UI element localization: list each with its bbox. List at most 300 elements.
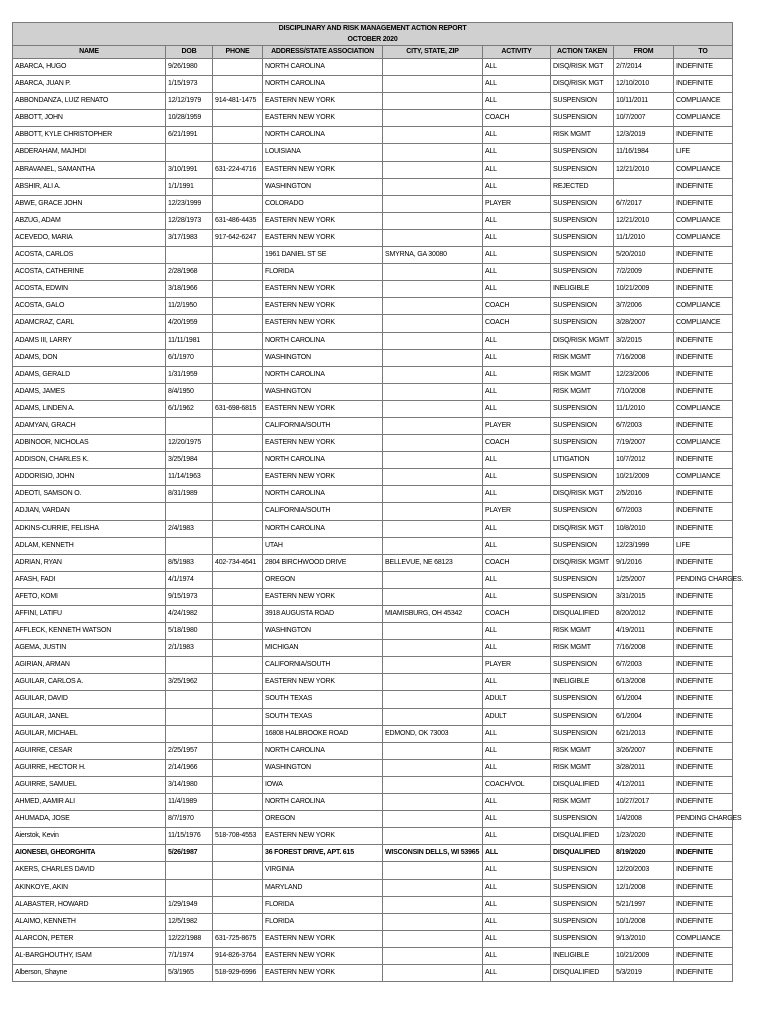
table-row: [13, 212, 733, 229]
cell-name: ABZUG, ADAM: [13, 212, 166, 229]
cell-action: SUSPENSION: [551, 229, 614, 246]
cell-to: INDEFINITE: [674, 486, 733, 503]
cell-activity: ALL: [483, 913, 551, 930]
table-row: [13, 93, 733, 110]
cell-phone: [213, 759, 263, 776]
column-header-to: TO: [674, 46, 733, 59]
cell-city: [383, 623, 483, 640]
cell-to: INDEFINITE: [674, 947, 733, 964]
cell-city: [383, 127, 483, 144]
cell-dob: 1/31/1959: [166, 366, 213, 383]
cell-phone: [213, 110, 263, 127]
cell-phone: [213, 520, 263, 537]
cell-to: COMPLIANCE: [674, 212, 733, 229]
cell-from: 7/19/2007: [614, 435, 674, 452]
cell-phone: [213, 486, 263, 503]
cell-action: SUSPENSION: [551, 588, 614, 605]
cell-action: SUSPENSION: [551, 144, 614, 161]
cell-action: DISQUALIFIED: [551, 606, 614, 623]
cell-to: INDEFINITE: [674, 913, 733, 930]
cell-phone: [213, 896, 263, 913]
cell-city: [383, 520, 483, 537]
cell-dob: 11/11/1981: [166, 332, 213, 349]
cell-city: [383, 195, 483, 212]
cell-name: ADLAM, KENNETH: [13, 537, 166, 554]
cell-to: COMPLIANCE: [674, 435, 733, 452]
table-row: [13, 674, 733, 691]
cell-to: COMPLIANCE: [674, 229, 733, 246]
cell-dob: 3/17/1983: [166, 229, 213, 246]
cell-name: AIONESEI, GHEORGHITA: [13, 845, 166, 862]
table-row: [13, 947, 733, 964]
cell-dob: [166, 708, 213, 725]
cell-phone: [213, 127, 263, 144]
cell-activity: ALL: [483, 742, 551, 759]
table-row: [13, 845, 733, 862]
cell-activity: ALL: [483, 212, 551, 229]
cell-activity: COACH: [483, 315, 551, 332]
cell-city: [383, 110, 483, 127]
cell-dob: 2/4/1983: [166, 520, 213, 537]
column-header-dob: DOB: [166, 46, 213, 59]
cell-city: [383, 674, 483, 691]
cell-activity: ALL: [483, 400, 551, 417]
cell-dob: 2/1/1983: [166, 640, 213, 657]
cell-activity: ADULT: [483, 708, 551, 725]
cell-dob: 4/20/1959: [166, 315, 213, 332]
cell-from: 12/1/2008: [614, 879, 674, 896]
cell-city: [383, 794, 483, 811]
cell-name: ADAMS, GERALD: [13, 366, 166, 383]
cell-dob: 6/1/1962: [166, 400, 213, 417]
cell-to: COMPLIANCE: [674, 161, 733, 178]
cell-action: DISQUALIFIED: [551, 845, 614, 862]
cell-from: 11/1/2010: [614, 400, 674, 417]
cell-activity: ALL: [483, 947, 551, 964]
cell-name: AFFLECK, KENNETH WATSON: [13, 623, 166, 640]
table-row: [13, 110, 733, 127]
cell-dob: 2/14/1966: [166, 759, 213, 776]
cell-action: DISQUALIFIED: [551, 828, 614, 845]
table-row: [13, 879, 733, 896]
cell-from: 10/1/2008: [614, 913, 674, 930]
cell-name: AKERS, CHARLES DAVID: [13, 862, 166, 879]
table-row: [13, 554, 733, 571]
cell-from: 8/20/2012: [614, 606, 674, 623]
cell-dob: [166, 247, 213, 264]
cell-phone: [213, 588, 263, 605]
cell-to: INDEFINITE: [674, 896, 733, 913]
cell-dob: [166, 144, 213, 161]
cell-action: SUSPENSION: [551, 298, 614, 315]
cell-dob: 5/3/1965: [166, 964, 213, 981]
cell-from: 6/1/2004: [614, 691, 674, 708]
table-row: [13, 623, 733, 640]
cell-city: [383, 264, 483, 281]
cell-action: RISK MGMT: [551, 366, 614, 383]
cell-dob: 3/25/1984: [166, 452, 213, 469]
table-row: [13, 606, 733, 623]
cell-phone: [213, 845, 263, 862]
cell-phone: [213, 264, 263, 281]
cell-city: [383, 161, 483, 178]
cell-from: 4/19/2011: [614, 623, 674, 640]
cell-from: 10/21/2009: [614, 469, 674, 486]
report-subtitle: OCTOBER 2020: [13, 34, 733, 46]
cell-phone: [213, 59, 263, 76]
cell-address: EASTERN NEW YORK: [263, 469, 383, 486]
cell-from: 6/7/2003: [614, 503, 674, 520]
cell-from: 3/31/2015: [614, 588, 674, 605]
cell-dob: 3/14/1980: [166, 776, 213, 793]
cell-from: [614, 178, 674, 195]
cell-phone: [213, 862, 263, 879]
cell-from: 10/11/2011: [614, 93, 674, 110]
table-row: [13, 127, 733, 144]
cell-dob: 12/23/1999: [166, 195, 213, 212]
cell-name: ALARCON, PETER: [13, 930, 166, 947]
cell-phone: 631-486-4435: [213, 212, 263, 229]
cell-activity: PLAYER: [483, 657, 551, 674]
cell-address: SOUTH TEXAS: [263, 708, 383, 725]
cell-from: 10/8/2010: [614, 520, 674, 537]
cell-name: ADAMS III, LARRY: [13, 332, 166, 349]
cell-action: SUSPENSION: [551, 469, 614, 486]
cell-address: MICHIGAN: [263, 640, 383, 657]
cell-from: 7/2/2009: [614, 264, 674, 281]
cell-dob: 5/26/1987: [166, 845, 213, 862]
cell-activity: ALL: [483, 452, 551, 469]
cell-dob: 12/22/1988: [166, 930, 213, 947]
cell-activity: ALL: [483, 640, 551, 657]
column-header-action: ACTION TAKEN: [551, 46, 614, 59]
cell-address: NORTH CAROLINA: [263, 742, 383, 759]
cell-action: RISK MGMT: [551, 127, 614, 144]
cell-action: INELIGIBLE: [551, 674, 614, 691]
cell-name: ADRIAN, RYAN: [13, 554, 166, 571]
cell-activity: ALL: [483, 520, 551, 537]
cell-address: EASTERN NEW YORK: [263, 315, 383, 332]
cell-action: SUSPENSION: [551, 315, 614, 332]
cell-from: 2/5/2016: [614, 486, 674, 503]
table-row: [13, 349, 733, 366]
cell-city: [383, 212, 483, 229]
cell-address: IOWA: [263, 776, 383, 793]
cell-address: EASTERN NEW YORK: [263, 400, 383, 417]
cell-from: 12/10/2010: [614, 76, 674, 93]
cell-name: ALAIMO, KENNETH: [13, 913, 166, 930]
cell-address: EASTERN NEW YORK: [263, 110, 383, 127]
cell-address: WASHINGTON: [263, 383, 383, 400]
cell-address: NORTH CAROLINA: [263, 76, 383, 93]
cell-activity: ALL: [483, 486, 551, 503]
cell-from: 9/13/2010: [614, 930, 674, 947]
table-row: [13, 742, 733, 759]
cell-city: [383, 486, 483, 503]
cell-action: SUSPENSION: [551, 571, 614, 588]
cell-address: NORTH CAROLINA: [263, 332, 383, 349]
cell-name: AFFINI, LATIFU: [13, 606, 166, 623]
cell-from: 5/20/2010: [614, 247, 674, 264]
cell-activity: ALL: [483, 879, 551, 896]
cell-address: 1961 DANIEL ST SE: [263, 247, 383, 264]
cell-to: PENDING CHARGES: [674, 811, 733, 828]
cell-action: SUSPENSION: [551, 195, 614, 212]
cell-phone: 631-698-6815: [213, 400, 263, 417]
table-row: [13, 657, 733, 674]
cell-to: COMPLIANCE: [674, 469, 733, 486]
cell-action: SUSPENSION: [551, 264, 614, 281]
cell-phone: [213, 503, 263, 520]
cell-from: 1/23/2020: [614, 828, 674, 845]
cell-to: COMPLIANCE: [674, 930, 733, 947]
table-row: [13, 76, 733, 93]
cell-name: AGUIRRE, HECTOR H.: [13, 759, 166, 776]
cell-name: AGIRIAN, ARMAN: [13, 657, 166, 674]
cell-dob: [166, 417, 213, 434]
cell-from: 6/21/2013: [614, 725, 674, 742]
cell-address: 3918 AUGUSTA ROAD: [263, 606, 383, 623]
column-header-address: ADDRESS/STATE ASSOCIATION: [263, 46, 383, 59]
cell-name: AGUILAR, DAVID: [13, 691, 166, 708]
cell-action: DISQ/RISK MGMT: [551, 554, 614, 571]
cell-to: INDEFINITE: [674, 452, 733, 469]
cell-dob: 3/10/1991: [166, 161, 213, 178]
table-row: [13, 691, 733, 708]
cell-address: OREGON: [263, 811, 383, 828]
cell-dob: 5/18/1980: [166, 623, 213, 640]
cell-name: ADDISON, CHARLES K.: [13, 452, 166, 469]
cell-activity: ALL: [483, 366, 551, 383]
cell-city: [383, 947, 483, 964]
cell-activity: PLAYER: [483, 417, 551, 434]
cell-to: INDEFINITE: [674, 588, 733, 605]
cell-phone: [213, 623, 263, 640]
cell-action: SUSPENSION: [551, 862, 614, 879]
cell-dob: [166, 537, 213, 554]
cell-from: 3/26/2007: [614, 742, 674, 759]
cell-activity: ALL: [483, 845, 551, 862]
cell-dob: 11/15/1976: [166, 828, 213, 845]
table-row: [13, 366, 733, 383]
cell-address: NORTH CAROLINA: [263, 794, 383, 811]
cell-to: INDEFINITE: [674, 383, 733, 400]
cell-activity: ALL: [483, 161, 551, 178]
cell-city: [383, 879, 483, 896]
cell-activity: ALL: [483, 674, 551, 691]
cell-address: VIRGINIA: [263, 862, 383, 879]
cell-name: ACOSTA, CATHERINE: [13, 264, 166, 281]
cell-action: SUSPENSION: [551, 417, 614, 434]
cell-phone: 917-642-6247: [213, 229, 263, 246]
cell-name: ABARCA, HUGO: [13, 59, 166, 76]
cell-action: DISQ/RISK MGT: [551, 76, 614, 93]
cell-dob: [166, 657, 213, 674]
cell-address: MARYLAND: [263, 879, 383, 896]
cell-from: 7/10/2008: [614, 383, 674, 400]
cell-address: EASTERN NEW YORK: [263, 828, 383, 845]
cell-to: INDEFINITE: [674, 708, 733, 725]
cell-phone: 518-708-4553: [213, 828, 263, 845]
cell-phone: [213, 452, 263, 469]
cell-name: ABSHIR, ALI A.: [13, 178, 166, 195]
cell-action: RISK MGMT: [551, 759, 614, 776]
cell-activity: ALL: [483, 144, 551, 161]
cell-from: 10/21/2009: [614, 947, 674, 964]
cell-city: [383, 742, 483, 759]
cell-name: ABDERAHAM, MAJHDI: [13, 144, 166, 161]
column-header-from: FROM: [614, 46, 674, 59]
cell-action: SUSPENSION: [551, 708, 614, 725]
cell-dob: 8/5/1983: [166, 554, 213, 571]
cell-city: [383, 588, 483, 605]
cell-phone: [213, 247, 263, 264]
cell-city: [383, 657, 483, 674]
cell-city: [383, 59, 483, 76]
cell-address: EASTERN NEW YORK: [263, 161, 383, 178]
cell-name: AGUIRRE, SAMUEL: [13, 776, 166, 793]
cell-address: CALIFORNIA/SOUTH: [263, 503, 383, 520]
cell-to: INDEFINITE: [674, 606, 733, 623]
cell-phone: [213, 417, 263, 434]
cell-activity: ALL: [483, 247, 551, 264]
cell-dob: 3/18/1966: [166, 281, 213, 298]
cell-city: [383, 640, 483, 657]
cell-address: EASTERN NEW YORK: [263, 435, 383, 452]
cell-to: INDEFINITE: [674, 366, 733, 383]
cell-phone: 914-481-1475: [213, 93, 263, 110]
cell-phone: [213, 76, 263, 93]
cell-activity: ALL: [483, 383, 551, 400]
cell-from: 12/23/1999: [614, 537, 674, 554]
cell-to: INDEFINITE: [674, 520, 733, 537]
cell-from: 3/7/2006: [614, 298, 674, 315]
cell-from: 8/19/2020: [614, 845, 674, 862]
cell-action: DISQ/RISK MGT: [551, 520, 614, 537]
cell-name: AGUILAR, CARLOS A.: [13, 674, 166, 691]
cell-phone: [213, 640, 263, 657]
cell-name: ADKINS-CURRIE, FELISHA: [13, 520, 166, 537]
table-row: [13, 640, 733, 657]
cell-activity: ADULT: [483, 691, 551, 708]
cell-activity: ALL: [483, 828, 551, 845]
cell-action: SUSPENSION: [551, 400, 614, 417]
cell-city: [383, 930, 483, 947]
cell-address: NORTH CAROLINA: [263, 127, 383, 144]
cell-city: MIAMISBURG, OH 45342: [383, 606, 483, 623]
cell-address: FLORIDA: [263, 896, 383, 913]
cell-address: EASTERN NEW YORK: [263, 964, 383, 981]
cell-name: ACOSTA, GALO: [13, 298, 166, 315]
table-row: [13, 281, 733, 298]
cell-city: [383, 229, 483, 246]
cell-from: 7/16/2008: [614, 349, 674, 366]
cell-to: INDEFINITE: [674, 417, 733, 434]
cell-activity: ALL: [483, 127, 551, 144]
cell-city: [383, 571, 483, 588]
cell-activity: ALL: [483, 264, 551, 281]
cell-phone: [213, 879, 263, 896]
cell-name: ABRAVANEL, SAMANTHA: [13, 161, 166, 178]
cell-action: SUSPENSION: [551, 691, 614, 708]
cell-phone: 914-826-3764: [213, 947, 263, 964]
cell-action: RISK MGMT: [551, 640, 614, 657]
table-row: [13, 537, 733, 554]
cell-address: UTAH: [263, 537, 383, 554]
cell-to: INDEFINITE: [674, 691, 733, 708]
cell-to: INDEFINITE: [674, 349, 733, 366]
cell-dob: 6/21/1991: [166, 127, 213, 144]
cell-city: [383, 811, 483, 828]
cell-city: [383, 862, 483, 879]
cell-to: COMPLIANCE: [674, 93, 733, 110]
cell-to: INDEFINITE: [674, 640, 733, 657]
cell-phone: [213, 742, 263, 759]
cell-action: RISK MGMT: [551, 794, 614, 811]
cell-city: [383, 964, 483, 981]
cell-phone: 631-224-4716: [213, 161, 263, 178]
cell-name: ABARCA, JUAN P.: [13, 76, 166, 93]
cell-action: LITIGATION: [551, 452, 614, 469]
cell-phone: [213, 178, 263, 195]
cell-action: DISQUALIFIED: [551, 964, 614, 981]
table-row: [13, 161, 733, 178]
cell-activity: COACH: [483, 554, 551, 571]
cell-name: ACOSTA, EDWIN: [13, 281, 166, 298]
cell-address: CALIFORNIA/SOUTH: [263, 657, 383, 674]
cell-from: 6/7/2003: [614, 657, 674, 674]
table-row: [13, 794, 733, 811]
cell-address: 16808 HALBROOKE ROAD: [263, 725, 383, 742]
cell-dob: 2/25/1957: [166, 742, 213, 759]
cell-dob: 12/20/1975: [166, 435, 213, 452]
table-row: [13, 195, 733, 212]
cell-address: CALIFORNIA/SOUTH: [263, 417, 383, 434]
cell-activity: ALL: [483, 537, 551, 554]
cell-address: WASHINGTON: [263, 178, 383, 195]
column-header-name: NAME: [13, 46, 166, 59]
table-row: [13, 913, 733, 930]
cell-action: SUSPENSION: [551, 435, 614, 452]
table-row: [13, 435, 733, 452]
cell-phone: [213, 349, 263, 366]
cell-city: [383, 503, 483, 520]
cell-action: RISK MGMT: [551, 623, 614, 640]
cell-action: SUSPENSION: [551, 110, 614, 127]
cell-city: [383, 332, 483, 349]
cell-address: NORTH CAROLINA: [263, 366, 383, 383]
report-sheet: [12, 22, 744, 982]
cell-to: COMPLIANCE: [674, 400, 733, 417]
cell-from: 12/20/2003: [614, 862, 674, 879]
cell-activity: ALL: [483, 794, 551, 811]
cell-dob: 9/26/1980: [166, 59, 213, 76]
cell-activity: ALL: [483, 349, 551, 366]
cell-name: ABWE, GRACE JOHN: [13, 195, 166, 212]
cell-activity: ALL: [483, 571, 551, 588]
cell-from: 3/28/2011: [614, 759, 674, 776]
cell-phone: [213, 674, 263, 691]
cell-action: DISQUALIFIED: [551, 776, 614, 793]
cell-to: INDEFINITE: [674, 964, 733, 981]
cell-action: SUSPENSION: [551, 657, 614, 674]
cell-dob: 1/15/1973: [166, 76, 213, 93]
table-row: [13, 811, 733, 828]
cell-from: 10/7/2007: [614, 110, 674, 127]
cell-name: AFASH, FADI: [13, 571, 166, 588]
table-row: [13, 708, 733, 725]
cell-address: EASTERN NEW YORK: [263, 212, 383, 229]
